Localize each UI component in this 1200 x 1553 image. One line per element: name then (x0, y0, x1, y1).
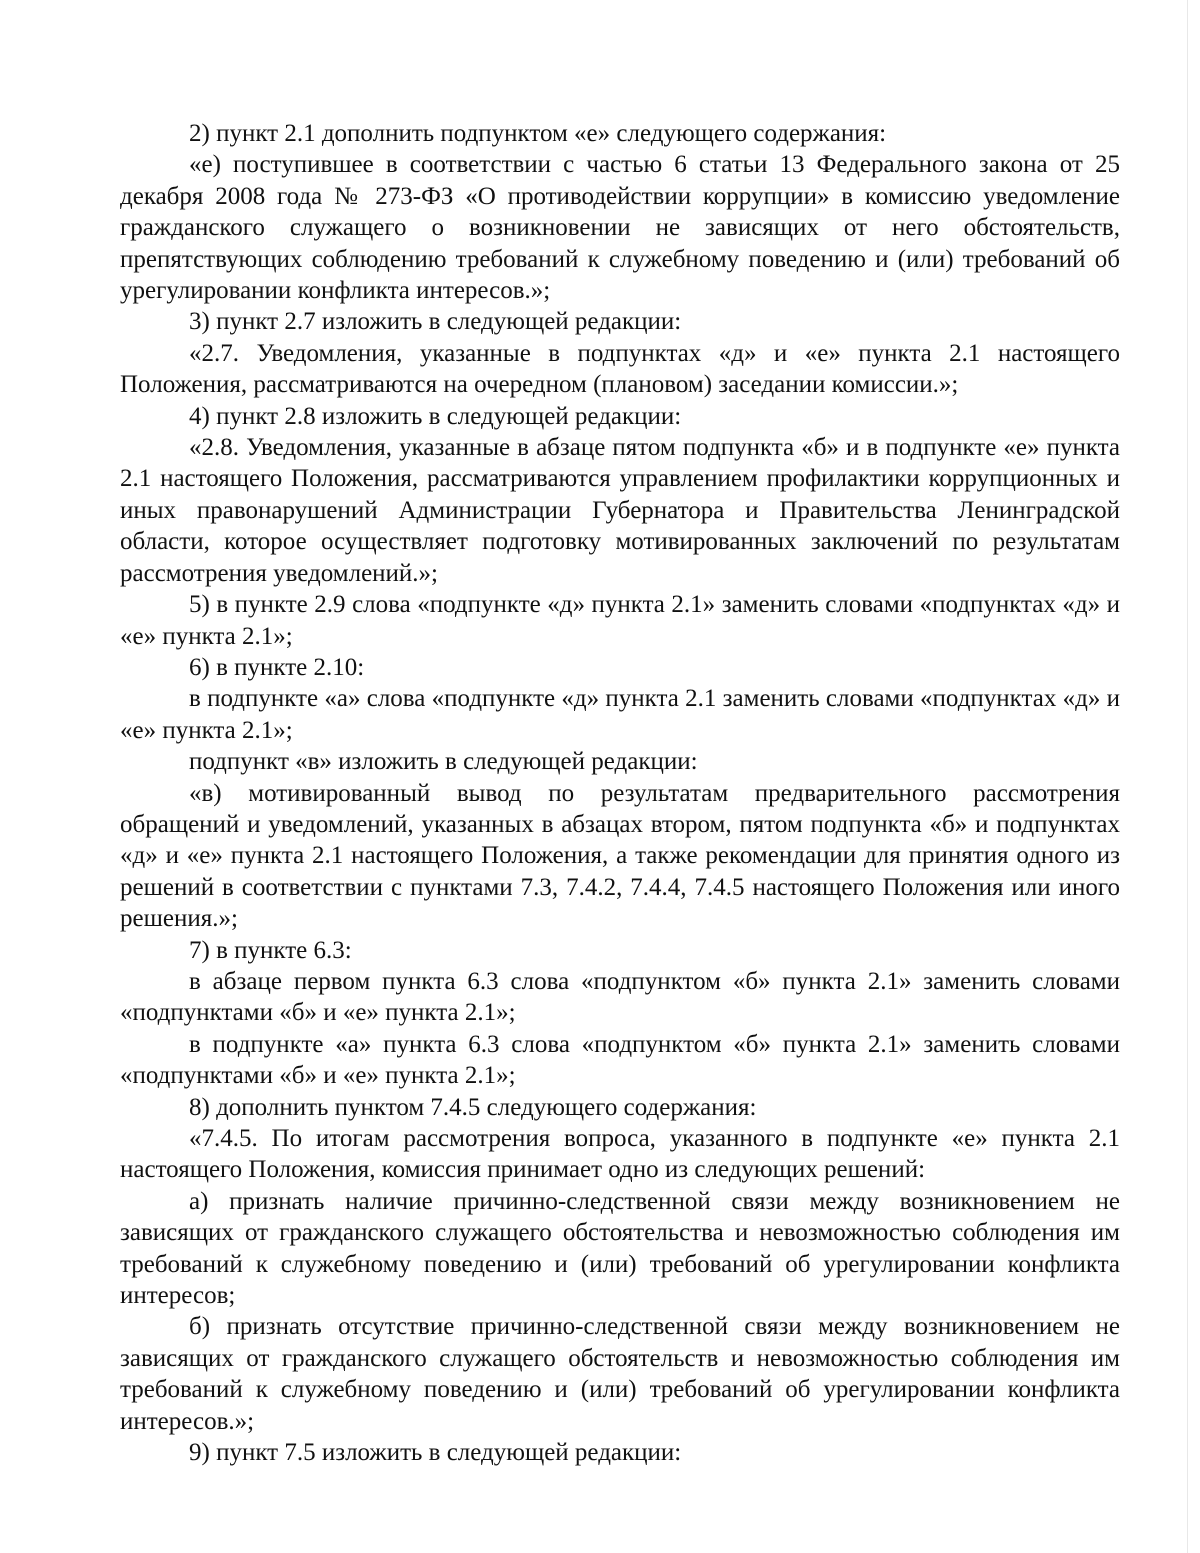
paragraph-decision-b: б) признать отсутствие причинно-следственной связи между возникновением не зависящих от гражданского служащего обстоятельств и невозможностью соблюдения им требований к служебному поведению и (или) требований об урегулировании конфликта интересов.»; (120, 1313, 1120, 1435)
paragraph-clause-6-3-first: в абзаце первом пункта 6.3 слова «подпунктом «б» пункта 2.1» заменить словами «подпунктами «б» и «е» пункта 2.1»; (120, 967, 1120, 1027)
paragraph-decision-a: а) признать наличие причинно-следственной связи между возникновением не зависящих от гражданского служащего обстоятельства и невозможностью соблюдения им требований к служебному поведению и (или) требований об урегулировании конфликта интересов; (120, 1187, 1120, 1310)
paragraph-subitem-a: в подпункте «а» слова «подпункте «д» пункта 2.1 заменить словами «подпунктах «д» и «е» пункта 2.1»; (120, 685, 1120, 744)
paragraph-item-9: 9) пункт 7.5 изложить в следующей редакции: (189, 1439, 682, 1467)
scan-edge-line (1187, 0, 1188, 1553)
paragraph-item-4: 4) пункт 2.8 изложить в следующей редакции: (189, 402, 682, 430)
document-body (120, 118, 1120, 1468)
paragraph-item-5: 5) в пункте 2.9 слова «подпункте «д» пункта 2.1» заменить словами «подпунктах «д» и «е» пункта 2.1»; (120, 591, 1120, 650)
paragraph-item-6: 6) в пункте 2.10: (189, 653, 365, 681)
paragraph-subitem-v-intro: подпункт «в» изложить в следующей редакции: (189, 748, 698, 776)
paragraph-clause-2-7: «2.7. Уведомления, указанные в подпунктах «д» и «е» пункта 2.1 настоящего Положения, рассматриваются на очередном (плановом) заседании комиссии.»; (120, 339, 1120, 399)
paragraph-clause-7-4-5: «7.4.5. По итогам рассмотрения вопроса, указанного в подпункте «е» пункта 2.1 настоящего Положения, комиссия принимает одно из следующих решений: (120, 1125, 1120, 1184)
paragraph-subitem-e-text: «е) поступившее в соответствии с частью 6 статьи 13 Федерального закона от 25 декабря 2008 года № 273-ФЗ «О противодействии коррупции» в комиссию уведомление гражданского служащего о возникновении не зависящих от него обстоятельств, препятствующих соблюдению требований к служебному поведению и (или) требований об урегулировании конфликта интересов.»; (120, 151, 1120, 305)
paragraph-item-3: 3) пункт 2.7 изложить в следующей редакции: (189, 308, 682, 336)
paragraph-item-8: 8) дополнить пунктом 7.4.5 следующего содержания: (189, 1093, 757, 1121)
paragraph-subitem-v-text: «в) мотивированный вывод по результатам предварительного рассмотрения обращений и уведомлений, указанных в абзацах втором, пятом подпункта «б» и подпунктах «д» и «е» пункта 2.1 настоящего Положения, а также рекомендации для принятия одного из решений в соответствии с пунктами 7.3, 7.4.2, 7.4.4, 7.4.5 настоящего Положения или иного решения.»; (120, 779, 1120, 933)
paragraph-item-2: 2) пункт 2.1 дополнить подпунктом «е» следующего содержания: (189, 120, 887, 147)
paragraph-clause-2-8: «2.8. Уведомления, указанные в абзаце пятом подпункта «б» и в подпункте «е» пункта 2.1 настоящего Положения, рассматриваются управлением профилактики коррупционных и иных правонарушений Администрации Губернатора и Правительства Ленинградской области, которое осуществляет подготовку мотивированных заключений по результатам рассмотрения уведомлений.»; (120, 434, 1120, 587)
paragraph-item-7: 7) в пункте 6.3: (189, 936, 352, 964)
paragraph-clause-6-3-a: в подпункте «а» пункта 6.3 слова «подпунктом «б» пункта 2.1» заменить словами «подпунктами «б» и «е» пункта 2.1»; (120, 1030, 1120, 1090)
